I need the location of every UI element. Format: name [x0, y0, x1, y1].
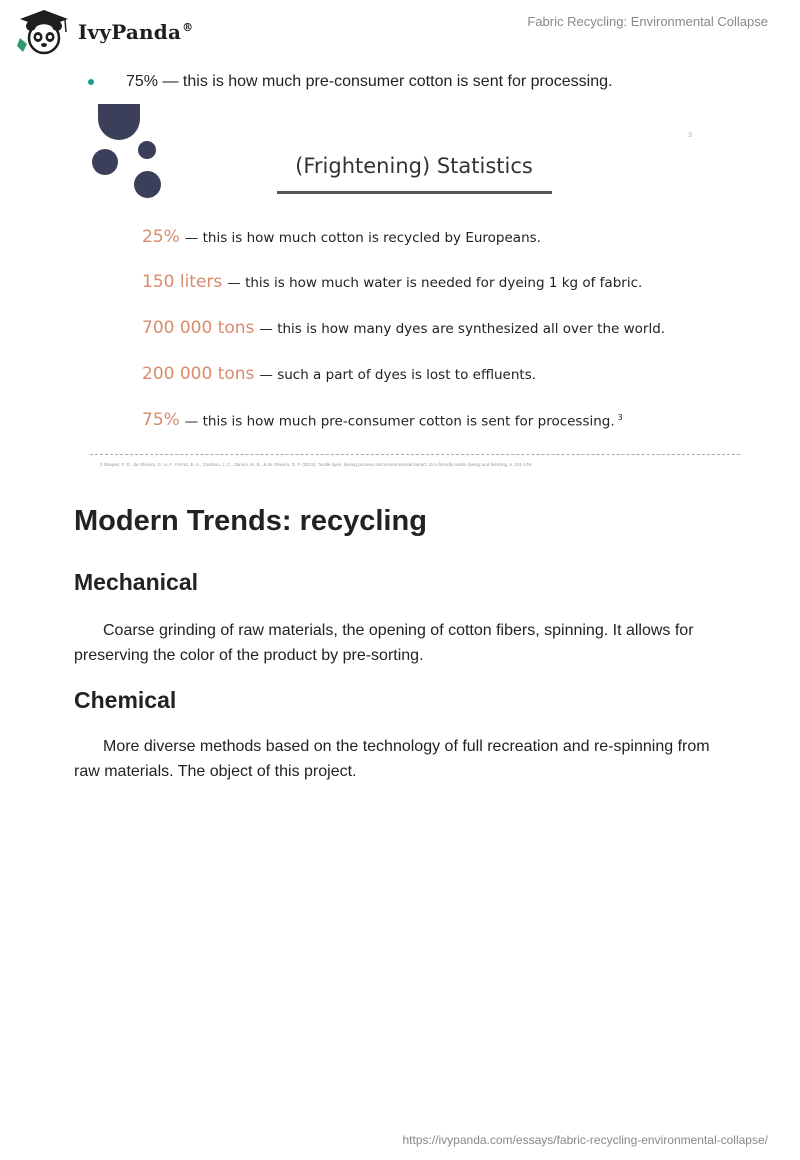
stat-value: 150 liters: [142, 272, 223, 292]
panda-graduate-icon: [14, 8, 74, 56]
brand-name: IvyPanda®: [78, 20, 194, 44]
bullet-text: 75% — this is how much pre-consumer cotton is sent for processing.: [126, 73, 613, 90]
stat-item: [142, 272, 642, 292]
stat-value: 700 000 tons: [142, 318, 255, 338]
title-underline: [277, 191, 552, 194]
section-heading: Modern Trends: recycling: [74, 505, 427, 537]
stat-text: — such a part of dyes is lost to effluents.: [259, 367, 537, 383]
stat-value: 25%: [142, 227, 180, 247]
footnote-marker: 3: [617, 412, 623, 422]
stat-text: — this is how much pre-consumer cotton is sent for processing. $^3$: [184, 412, 623, 429]
stat-item: [142, 227, 541, 247]
stat-value: 200 000 tons: [142, 364, 255, 384]
stat-value: 75%: [142, 410, 180, 430]
dashed-divider: [90, 454, 740, 455]
stat-item: [142, 410, 623, 430]
statistics-slide: [90, 112, 740, 482]
logo[interactable]: [14, 8, 193, 56]
stat-item: [142, 364, 536, 384]
decorative-dot: [134, 171, 161, 198]
decorative-dot: [98, 104, 140, 140]
stat-text: — this is how many dyes are synthesized all over the world.: [259, 321, 666, 337]
stat-text: — this is how much cotton is recycled by Europeans.: [184, 230, 541, 246]
bullet-item: [88, 73, 612, 91]
decorative-dot: [92, 149, 118, 175]
document-title: Fabric Recycling: Environmental Collapse: [527, 14, 768, 29]
footer-url-link[interactable]: https://ivypanda.com/essays/fabric-recycling-environmental-collapse/: [402, 1133, 768, 1147]
bullet-dot-icon: [88, 79, 94, 85]
paragraph-chemical: More diverse methods based on the technology of full recreation and re-spinning from raw materials. The object of this project.: [74, 738, 710, 780]
subsection-heading-chemical: Chemical: [74, 687, 177, 713]
stat-text: — this is how much water is needed for dyeing 1 kg of fabric.: [227, 275, 643, 291]
subsection-heading-mechanical: Mechanical: [74, 569, 198, 595]
slide-number: 3: [688, 132, 692, 139]
paragraph-mechanical: Coarse grinding of raw materials, the opening of cotton fibers, spinning. It allows for preserving the color of the product by pre-sorting.: [74, 622, 694, 664]
decorative-dot: [138, 141, 156, 159]
slide-citation: 3 Dlequer, F. D., de Oliveira, G. H. F., Ferraz, E. A., Cardoso, J. C., Zanoni, M. B., & de Oliveira, D. P. (2013). Textile dyes: dyeing process and environmental impact. Eco-friendly textile dyeing and finishing, 6, 151-176.: [100, 462, 533, 467]
stat-item: [142, 318, 665, 338]
slide-title: (Frightening) Statistics: [295, 154, 533, 178]
